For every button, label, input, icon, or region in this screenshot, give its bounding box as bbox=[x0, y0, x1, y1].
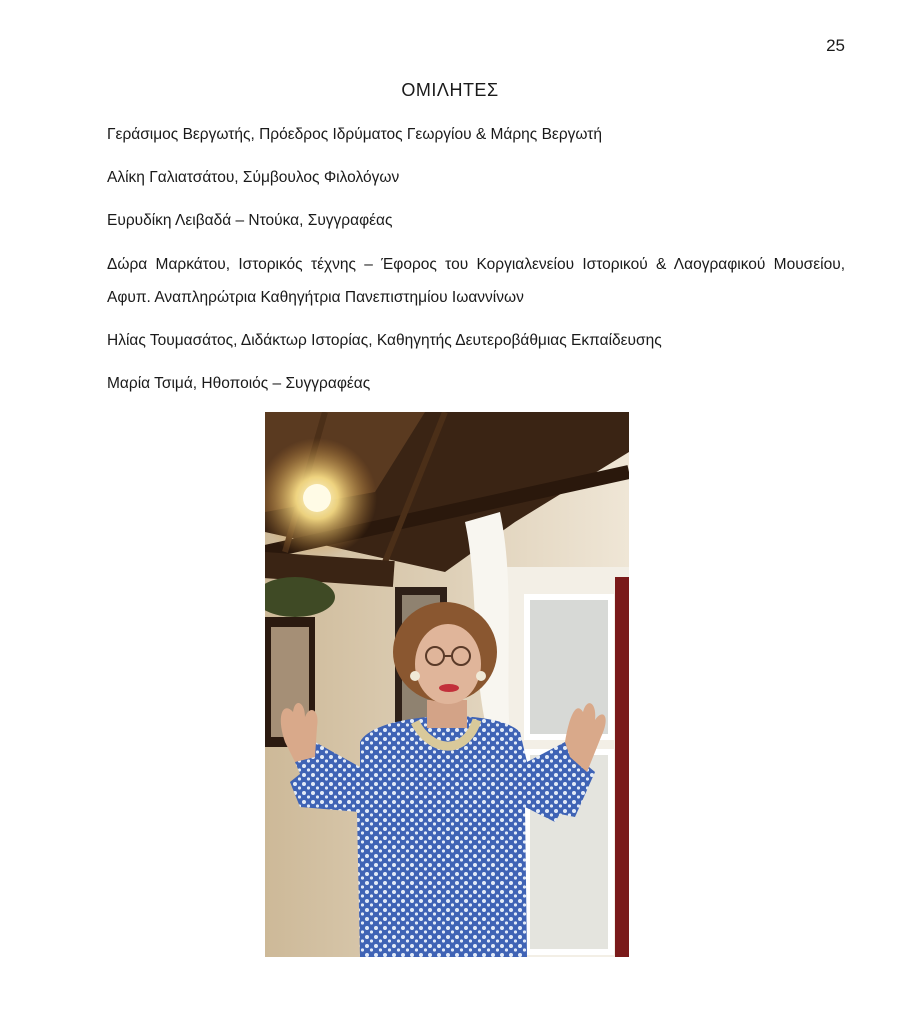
speaker-item: Αλίκη Γαλιατσάτου, Σύμβουλος Φιλολόγων bbox=[107, 169, 400, 186]
speaker-item: Μαρία Τσιμά, Ηθοποιός – Συγγραφέας bbox=[107, 375, 371, 392]
speaker-item: Ηλίας Τουμασάτος, Διδάκτωρ Ιστορίας, Καθηγητής Δευτεροβάθμιας Εκπαίδευσης bbox=[107, 332, 662, 349]
speaker-item: Ευρυδίκη Λειβαδά – Ντούκα, Συγγραφέας bbox=[107, 212, 393, 229]
speaker-list bbox=[107, 124, 845, 416]
page-title: ΟΜΙΛΗΤΕΣ bbox=[401, 80, 499, 100]
speaker-item: Δώρα Μαρκάτου, Ιστορικός τέχνης – Έφορος του Κοργιαλενείου Ιστορικού & Λαογραφικού Μουσείου, Αφυπ. Αναπληρώτρια Καθηγήτρια Πανεπιστημίου Ιωαννίνων bbox=[107, 256, 845, 306]
photo-illustration bbox=[265, 412, 629, 957]
speaker-item: Γεράσιμος Βεργωτής, Πρόεδρος Ιδρύματος Γεωργίου & Μάρης Βεργωτή bbox=[107, 126, 603, 143]
page-number: 25 bbox=[826, 36, 845, 55]
speaker-photo bbox=[265, 412, 629, 957]
